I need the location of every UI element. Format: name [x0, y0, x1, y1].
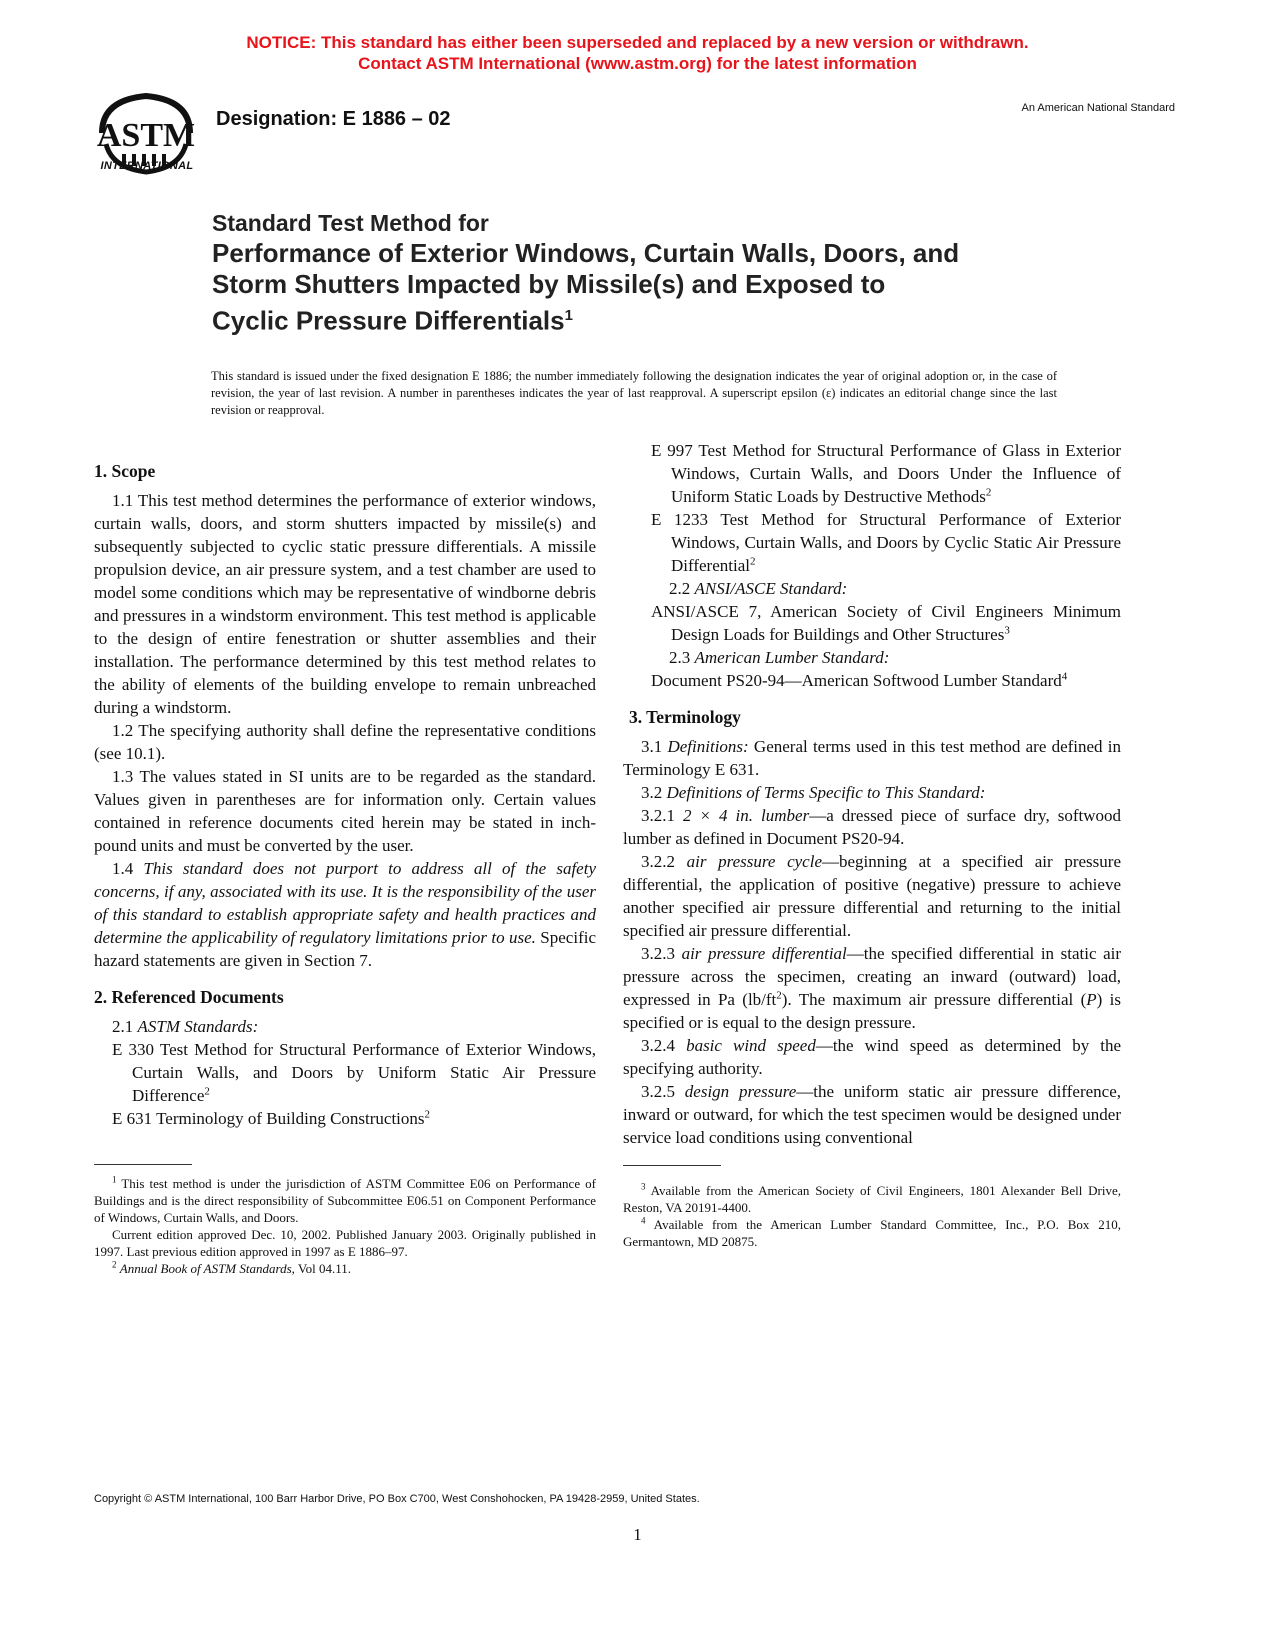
para-1-4: 1.4 This standard does not purport to address all of the safety concerns, if any, associated with its use. It is the responsibility of the user of this standard to establish appropriate safety and health practices and determine the applicability of regulatory limitations prior to use. Specific hazard statements are given in Section 7.: [94, 859, 597, 970]
document-title: [212, 208, 1092, 337]
para-1-2: 1.2 The specifying authority shall define the representative conditions (see 10.1).: [94, 721, 596, 763]
notice-line-1: NOTICE: This standard has either been superseded and replaced by a new version or withdrawn.: [246, 33, 1029, 52]
ref-e330: E 330 Test Method for Structural Performance of Exterior Windows, Curtain Walls, and Doors by Uniform Static Air Pressure Difference$^2$: [112, 1040, 596, 1105]
logo-wordmark: INTERNATIONAL: [100, 160, 194, 172]
footnote-1-edition: Current edition approved Dec. 10, 2002. Published January 2003. Originally published in 1997. Last previous edition approved in 1997 as E 1886–97.: [94, 1227, 596, 1259]
footnote-rule: [94, 1164, 192, 1165]
footnotes-left: [94, 1175, 596, 1277]
issued-note: This standard is issued under the fixed designation E 1886; the number immediately following the designation indicates the year of original adoption or, in the case of revision, the year of last revision. A number in parentheses indicates the year of last reapproval. A superscript epsilon (ε) indicates an editorial change since the last revision or reapproval.: [211, 369, 1057, 417]
footnote-3: $^3$ Available from the American Society of Civil Engineers, 1801 Alexander Bell Drive, Reston, VA 20191-4400.: [623, 1181, 1121, 1215]
title-footnote-ref: 1: [564, 307, 573, 324]
footnote-2: $^2$ Annual Book of ASTM Standards, Vol 04.11.: [112, 1259, 351, 1276]
footnote-1: $^1$ This test method is under the jurisdiction of ASTM Committee E06 on Performance of Buildings and is the direct responsibility of Subcommittee E06.51 on Component Performance of Windows, Curtain Walls, and Doors.: [94, 1174, 596, 1225]
page-number: 1: [633, 1525, 642, 1544]
para-3-2-4: 3.2.4 basic wind speed—the wind speed as determined by the specifying authority.: [623, 1036, 1122, 1078]
logo-letters: ASTM: [96, 117, 196, 154]
national-standard-label: An American National Standard: [1021, 102, 1175, 114]
para-3-2-2: 3.2.2 air pressure cycle—beginning at a specified air pressure differential, the application of positive (negative) pressure to achieve another specified air pressure differential and returning to the initial specified air pressure differential.: [623, 852, 1121, 940]
para-1-1: 1.1 This test method determines the performance of exterior windows, curtain walls, doors, and storm shutters impacted by missile(s) and subsequently subjected to cyclic static pressure differentials. A missile propulsion device, an air pressure system, and a test chamber are used to model some conditions which may be representative of windborne debris and pressures in a windstorm environment. This test method is applicable to the design of entire fenestration or shutter assemblies and their installation. The performance determined by this test method relates to the ability of elements of the building envelope to remain unbreached during a windstorm.: [94, 491, 596, 717]
notice-banner: [0, 32, 1275, 74]
title-line-2: Performance of Exterior Windows, Curtain Walls, Doors, and: [212, 238, 960, 268]
title-line-1: Standard Test Method for: [212, 210, 489, 236]
title-line-3: Storm Shutters Impacted by Missile(s) and Exposed to: [212, 269, 886, 299]
para-3-1: 3.1 Definitions: General terms used in this test method are defined in Terminology E 631.: [623, 737, 1122, 779]
ref-e631: E 631 Terminology of Building Constructions$^2$: [112, 1108, 431, 1128]
para-2-2: 2.2 ANSI/ASCE Standard:: [669, 579, 848, 598]
notice-line-2: Contact ASTM International (www.astm.org) for the latest information: [358, 54, 917, 73]
para-3-2: 3.2 Definitions of Terms Specific to This Standard:: [641, 783, 986, 802]
designation: Designation: E 1886 – 02: [216, 108, 451, 130]
section-heading-referenced-documents: 2. Referenced Documents: [94, 987, 284, 1007]
para-1-3: 1.3 The values stated in SI units are to be regarded as the standard. Values given in parentheses are for information only. Certain values contained in reference documents cited herein may be stated in inch-pound units and must be converted by the user.: [94, 767, 596, 855]
para-2-1: 2.1 ASTM Standards:: [112, 1017, 259, 1036]
right-column: [623, 439, 1122, 1250]
para-3-2-1: 3.2.1 2 × 4 in. lumber—a dressed piece of surface dry, softwood lumber as defined in Document PS20-94.: [623, 806, 1121, 848]
footnote-4: $^4$ Available from the American Lumber Standard Committee, Inc., P.O. Box 210, Germantown, MD 20875.: [623, 1215, 1121, 1249]
ref-e1233: E 1233 Test Method for Structural Performance of Exterior Windows, Curtain Walls, and Doors by Cyclic Static Air Pressure Differential$^2$: [651, 510, 1121, 575]
footnotes-right: [623, 1182, 1121, 1250]
copyright-line: Copyright © ASTM International, 100 Barr Harbor Drive, PO Box C700, West Conshohocken, PA 19428-2959, United States.: [94, 1493, 700, 1505]
left-column: [94, 460, 596, 1277]
footnote-rule-right: [623, 1165, 721, 1166]
ref-ansi-asce-7: ANSI/ASCE 7, American Society of Civil Engineers Minimum Design Loads for Buildings and Other Structures$^3$: [651, 602, 1121, 644]
section-heading-scope: 1. Scope: [94, 461, 156, 481]
para-3-2-5: 3.2.5 design pressure—the uniform static air pressure difference, inward or outward, for which the test specimen would be designed under service load conditions using conventional: [623, 1082, 1122, 1147]
section-heading-terminology: 3. Terminology: [629, 707, 741, 727]
para-3-2-3: 3.2.3 air pressure differential—the specified differential in static air pressure across the specimen, creating an inward (outward) load, expressed in Pa $(lb/ft^2)$. The maximum air pressure differential (P) is specified or is equal to the design pressure.: [623, 944, 1122, 1032]
para-2-3: 2.3 American Lumber Standard:: [669, 648, 890, 667]
title-line-4: Cyclic Pressure Differentials$^1$: [212, 305, 573, 336]
ref-e997: E 997 Test Method for Structural Performance of Glass in Exterior Windows, Curtain Walls, and Doors Under the Influence of Uniform Static Loads by Destructive Methods$^2$: [651, 441, 1121, 506]
ref-ps20-94: Document PS20-94—American Softwood Lumber Standard$^4$: [651, 670, 1068, 690]
